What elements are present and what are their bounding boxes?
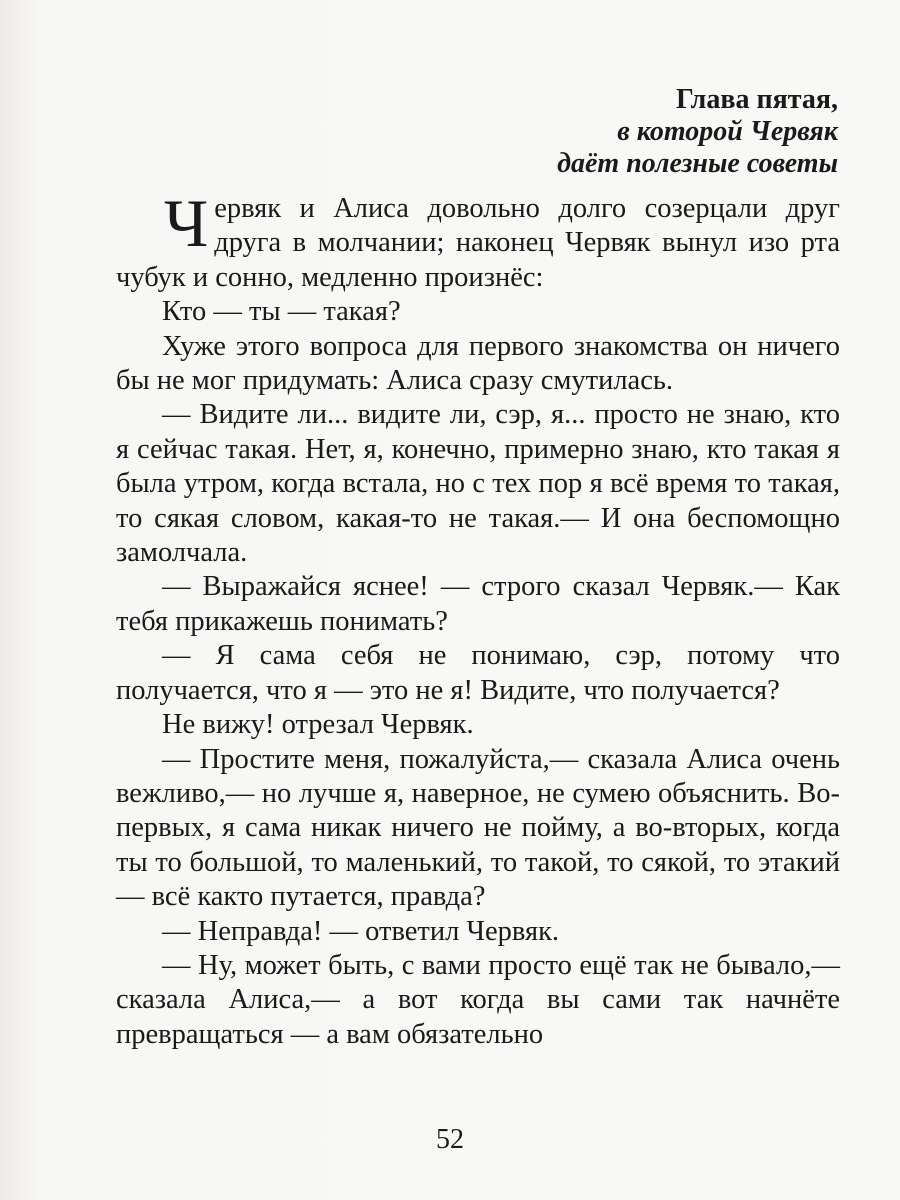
paragraph: — Я сама себя не понимаю, сэр, потому что получается, что я — это не я! Видите, что получается? [116,640,840,706]
page-number: 52 [436,1124,464,1155]
paragraph: Не вижу! отрезал Червяк. [162,709,474,741]
chapter-title: Глава пятая, [675,84,838,115]
paragraph: — Неправда! — ответил Червяк. [162,915,560,947]
chapter-subtitle-line-1: в которой Червяк [617,116,838,147]
chapter-subtitle-line-2: даёт полезные советы [557,148,838,179]
drop-cap: Ч [164,185,209,261]
chapter-heading [557,84,838,180]
paragraph: Кто — ты — такая? [162,296,401,328]
paragraph: — Видите ли... видите ли, сэр, я... просто не знаю, кто я сейчас такая. Нет, я, конечно, примерно знаю, кто такая я была утром, когда встала, но с тех пор я всё время то такая, то сякая словом, какая-то не такая.— И она беспомощно замолчала. [116,399,840,569]
body-text [116,185,840,1052]
paragraph: — Простите меня, пожалуйста,— сказала Алиса очень вежливо,— но лучше я, наверное, не сумею объяснить. Во-первых, я сама никак ничего не пойму, а во-вторых, когда ты то большой, то маленький, то такой, то сякой, то этакий — всё както путается, правда? [116,743,840,913]
paragraph [116,185,840,295]
paragraph: Хуже этого вопроса для первого знакомства он ничего бы не мог придумать: Алиса сразу смутилась. [116,330,840,397]
paragraph: — Ну, может быть, с вами просто ещё так не бывало,— сказала Алиса,— а вот когда вы сами так начнёте превращаться — а вам обязательно [116,949,840,1050]
paragraph-text: ервяк и Алиса довольно долго созерцали друг друга в молчании; наконец Червяк вынул изо рта чубук и сонно, медленно произнёс: [116,193,840,293]
paragraph: — Выражайся яснее! — строго сказал Червяк.— Как тебя прикажешь понимать? [116,571,840,637]
